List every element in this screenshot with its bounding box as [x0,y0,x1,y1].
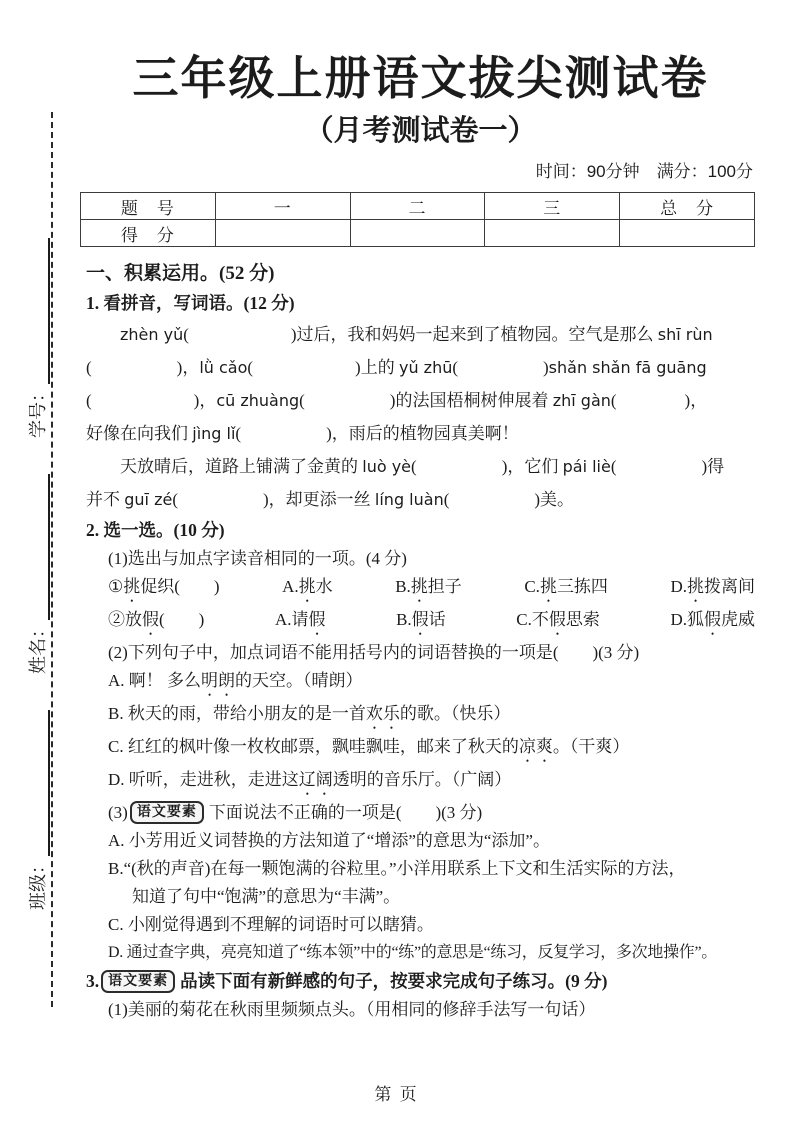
exam-line [86,450,755,483]
text-segment: A.请 [274,610,309,629]
text-segment: 拨离间 [704,577,756,596]
text-segment: 担子 [427,577,462,596]
text-segment: D.狐 [670,610,705,629]
score-cell-total [620,220,755,247]
exam-line [86,883,755,911]
section-two-header: 二 [350,193,485,220]
score-table-header-row [81,193,755,220]
text-segment: 话 [428,610,446,629]
text-segment: 三拣四 [556,577,608,596]
text-segment: ( ) [159,610,205,629]
exam-line [86,573,755,606]
exam-line [86,384,755,417]
exam-line [86,667,755,700]
pinyin-text: jìng lǐ [192,424,236,443]
text-segment: 思索 [565,610,600,629]
pinyin-text: yǔ zhū [398,358,453,377]
dotted-text: 假 [548,610,566,629]
text-segment: (2)下列句子中，加点词语不能用括号内的词语替换的一项是( )(3 分) [108,643,640,662]
text-segment: B. [395,577,411,596]
dotted-text: 假 [411,610,429,629]
exam-subtitle: （月考测试卷一） [304,115,537,147]
exam-line [86,827,755,855]
dotted-text: 欢乐 [365,704,400,723]
text-segment: (1)选出与加点字读音相同的一项。(4 分) [108,549,407,568]
dotted-text: 假 [308,610,326,629]
dotted-text: 假 [142,610,159,629]
text-segment: (3) [108,803,128,822]
question-number-header: 题 号 [81,193,216,220]
text-segment: B.“(秋的声音)在每一颗饱满的谷粒里。”小洋用联系上下文和生活实际的方法， [108,859,686,878]
text-segment: ②放 [108,610,142,629]
pinyin-text: zhèn yǔ [120,325,184,344]
text-segment: C. 红红的枫叶像一枚枚邮票，飘哇飘哇，邮来了秋天的 [108,737,519,756]
exam-line [86,259,755,289]
pinyin-text: pái liè [562,457,611,476]
exam-line [86,318,755,351]
score-cell-three [485,220,620,247]
text-segment: 透明的音乐厅。（广阔） [332,770,512,789]
exam-line [86,289,755,318]
text-segment: ( )， [610,391,708,410]
name-field [24,474,50,674]
text-segment: 好像在向我们 [86,424,193,443]
exam-line [86,606,755,639]
text-segment: 的天空。（晴朗） [235,671,363,690]
text-segment: 一、积累运用。(52 分) [86,263,275,284]
class-field [24,710,50,910]
exam-line [86,545,755,573]
text-segment: 天放晴后，道路上铺满了金黄的 [120,457,363,476]
exam-line [86,700,755,733]
text-segment: C.不 [516,610,549,629]
dotted-text: 明朗 [201,671,236,690]
binding-dashed-line [51,112,53,1007]
text-segment: 3. [86,971,100,991]
text-segment: C. [524,577,540,596]
exam-content [86,52,755,1024]
section-one-header: 一 [215,193,350,220]
class-label: 班级： [28,856,48,910]
yuwen-yaosu-badge: 语文要素 [130,801,204,824]
exam-line [86,483,755,516]
text-segment: (1)美丽的菊花在秋雨里频频点头。（用相同的修辞手法写一句话） [108,1000,596,1019]
text-segment: ( )美。 [443,490,575,509]
student-number-label: 学号： [28,384,48,438]
exam-title: 三年级上册语文拔尖测试卷 [132,52,709,104]
text-segment: ( )，却更添一丝 [172,490,375,509]
dotted-text: 挑 [539,577,557,596]
dotted-text: 假 [704,610,722,629]
pinyin-text: shǎn shǎn fā guāng [548,358,707,377]
student-number-field [24,238,50,438]
score-table-score-row [81,220,755,247]
text-segment: 促织( ) [140,577,220,596]
text-segment: ( )， [86,391,217,410]
text-segment: D. 听听，走进秋，走进这 [108,770,299,789]
text-segment: 1. 看拼音，写词语。(12 分) [86,293,295,313]
text-segment: 知道了句中“饱满”的意思为“丰满”。 [132,887,401,906]
pinyin-text: lǜ cǎo [199,358,248,377]
exam-line [86,351,755,384]
name-label: 姓名： [28,620,48,674]
page-number-footer: 第 页 [374,1085,419,1104]
text-segment: ( )的法国梧桐树伸展着 [299,391,553,410]
text-segment: 虎威 [721,610,756,629]
text-segment: A. [282,577,299,596]
exam-line [86,766,755,799]
text-segment: ① [108,577,124,596]
total-score-header: 总 分 [620,193,755,220]
text-segment: ( )上的 [247,358,399,377]
exam-line [86,733,755,766]
text-segment: A. 啊！ 多么 [108,671,202,690]
dotted-text: 凉爽 [518,737,553,756]
pinyin-text: guī zé [124,490,173,509]
text-segment: C. 小刚觉得遇到不理解的词语时可以瞎猜。 [108,915,434,934]
text-segment: B. [396,610,412,629]
exam-line [86,799,755,827]
score-row-label: 得 分 [81,220,216,247]
pinyin-text: líng luàn [374,490,444,509]
exam-time-score-info: 时间：90分钟 满分：100分 [535,162,753,181]
score-cell-two [350,220,485,247]
class-write-blank [30,710,50,856]
section-three-header: 三 [485,193,620,220]
text-segment: ( )，它们 [411,457,563,476]
text-segment: ( )，雨后的植物园真美啊！ [235,424,519,443]
exam-line [86,967,755,996]
score-table [80,192,755,247]
text-segment: 。（干爽） [552,737,630,756]
text-segment: 的歌。（快乐） [399,704,511,723]
text-segment: 下面说法不正确的一项是( )(3 分) [208,803,483,822]
dotted-text: 挑 [687,577,705,596]
exam-line [86,417,755,450]
pinyin-text: luò yè [362,457,412,476]
student-info-sidebar [10,198,50,910]
dotted-text: 挑 [123,577,141,596]
dotted-text: 挑 [298,577,316,596]
text-segment: D. 通过查字典，亮亮知道了“练本领”中的“练”的意思是“练习，反复学习，多次地操作”。 [108,944,717,961]
exam-line [86,996,755,1024]
pinyin-text: zhī gàn [552,391,611,410]
text-segment: ( ) [452,358,549,377]
text-segment: ( )过后，我和妈妈一起来到了植物园。空气是那么 [183,325,658,344]
text-segment: ( )， [86,358,200,377]
exam-line [86,855,755,883]
dotted-text: 挑 [410,577,428,596]
exam-body [86,259,755,1024]
exam-line [86,516,755,545]
student-number-write-blank [30,238,50,384]
yuwen-yaosu-badge: 语文要素 [101,970,175,993]
text-segment: D. [670,577,688,596]
text-segment: 并不 [86,490,125,509]
score-cell-one [215,220,350,247]
exam-line [86,911,755,939]
exam-line [86,639,755,667]
text-segment: A. 小芳用近义词替换的方法知道了“增添”的意思为“添加”。 [108,831,550,850]
dotted-text: 辽阔 [298,770,333,789]
pinyin-text: shī rùn [657,325,713,344]
exam-line [86,939,755,967]
pinyin-text: cū zhuàng [216,391,300,410]
text-segment: B. 秋天的雨，带给小朋友的是一首 [108,704,366,723]
text-segment: ( )得 [610,457,725,476]
text-segment: 2. 选一选。(10 分) [86,520,225,540]
text-segment: 品读下面有新鲜感的句子，按要求完成句子练习。(9 分) [180,971,608,991]
name-write-blank [30,474,50,620]
text-segment: 水 [315,577,333,596]
